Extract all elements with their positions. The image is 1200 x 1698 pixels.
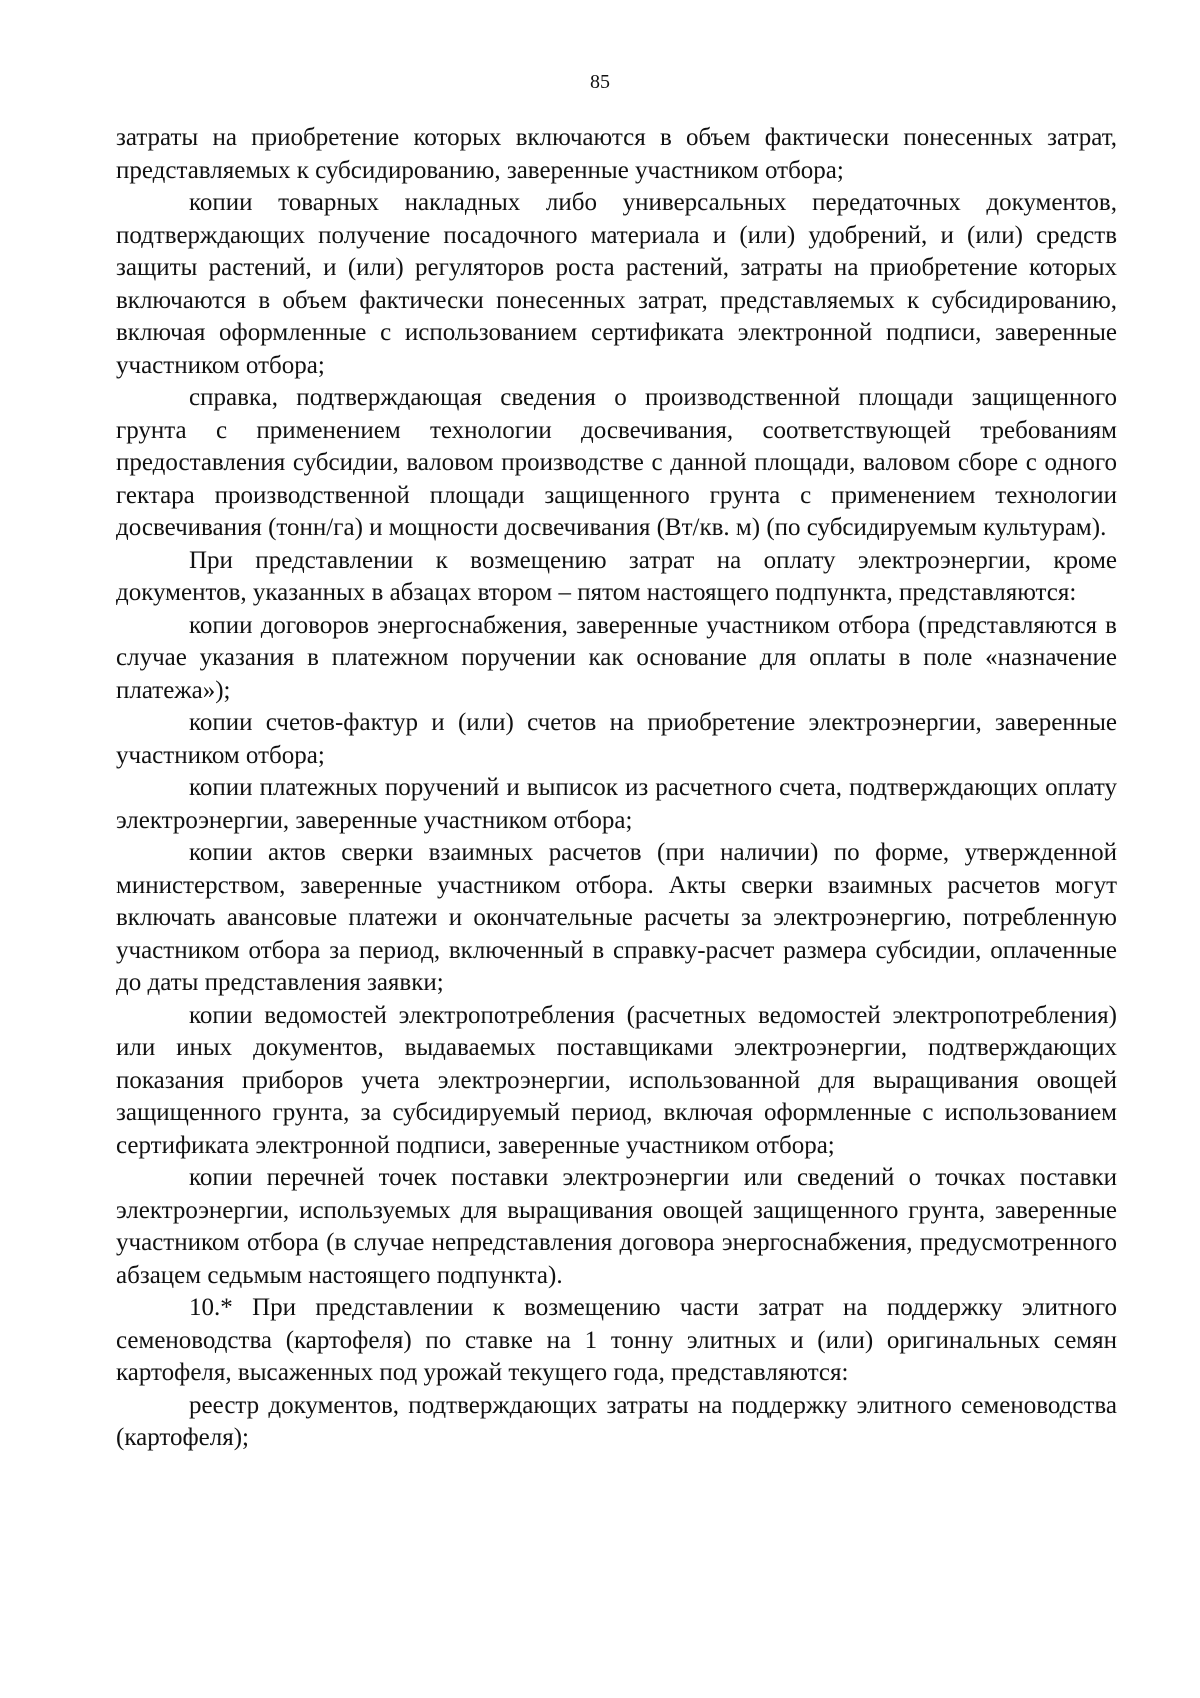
page-number: 85 — [590, 71, 610, 93]
paragraph-supply-points: копии перечней точек поставки электроэнергии или сведений о точках поставки электроэнергии, используемых для выращивания овощей защищенного грунта, заверенные участником отбора (в случае непредставления договора энергоснабжения, предусмотренного абзацем седьмым настоящего подпункта). — [116, 1164, 1117, 1289]
paragraph-invoice-copies: копии товарных накладных либо универсальных передаточных документов, подтверждающих получение посадочного материала и (или) удобрений, и (или) средств защиты растений, и (или) регуляторов роста растений, затраты на приобретение которых включаются в объем фактически понесенных затрат, представляемых к субсидированию, включая оформленные с использованием сертификата электронной подписи, заверенные участником отбора; — [116, 189, 1117, 379]
paragraph-payment-orders: копии платежных поручений и выписок из расчетного счета, подтверждающих оплату электроэнергии, заверенные участником отбора; — [116, 774, 1117, 834]
paragraph-consumption-statements: копии ведомостей электропотребления (расчетных ведомостей электропотребления) или иных документов, выдаваемых поставщиками электроэнергии, подтверждающих показания приборов учета электроэнергии, использованной для выращивания овощей защищенного грунта, за субсидируемый период, включая оформленные с использованием сертификата электронной подписи, заверенные участником отбора; — [116, 1001, 1117, 1159]
paragraph-invoices: копии счетов-фактур и (или) счетов на приобретение электроэнергии, заверенные участником отбора; — [116, 709, 1117, 769]
paragraph-energy-contracts: копии договоров энергоснабжения, заверенные участником отбора (представляются в случае указания в платежном поручении как основание для оплаты в поле «назначение платежа»); — [116, 611, 1117, 704]
paragraph-item-10: 10.* При представлении к возмещению части затрат на поддержку элитного семеноводства (картофеля) по ставке на 1 тонну элитных и (или) оригинальных семян картофеля, высаженных под урожай текущего года, представляются: — [116, 1294, 1117, 1386]
paragraph-electricity-intro: При представлении к возмещению затрат на оплату электроэнергии, кроме документов, указанных в абзацах втором – пятом настоящего подпункта, представляются: — [116, 546, 1117, 606]
paragraph-registry: реестр документов, подтверждающих затраты на поддержку элитного семеноводства (картофеля); — [116, 1391, 1117, 1451]
paragraph-reconciliation-acts: копии актов сверки взаимных расчетов (при наличии) по форме, утвержденной министерством, заверенные участником отбора. Акты сверки взаимных расчетов могут включать авансовые платежи и окончательные расчеты за электроэнергию, потребленную участником отбора за период, включенный в справку-расчет размера субсидии, оплаченные до даты представления заявки; — [116, 839, 1117, 996]
paragraph-area-certificate: справка, подтверждающая сведения о производственной площади защищенного грунта с применением технологии досвечивания, соответствующей требованиям предоставления субсидии, валовом производстве с данной площади, валовом сборе с одного гектара производственной площади защищенного грунта с применением технологии досвечивания (тонн/га) и мощности досвечивания (Вт/кв. м) (по субсидируемым культурам). — [116, 384, 1117, 541]
paragraph-continuation: затраты на приобретение которых включаются в объем фактически понесенных затрат, представляемых к субсидированию, заверенные участником отбора; — [116, 124, 1117, 184]
document-body — [116, 122, 1117, 1455]
